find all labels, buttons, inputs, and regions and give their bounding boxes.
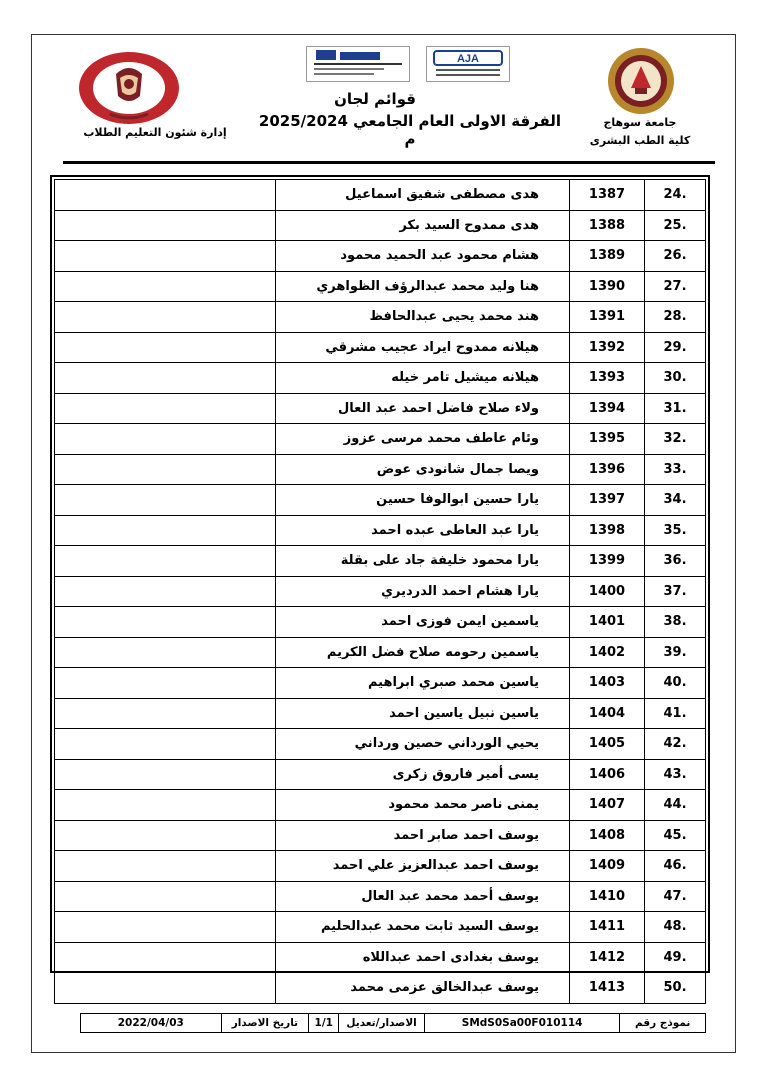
table-row: [55, 515, 706, 546]
table-row: [55, 729, 706, 760]
table-row: [55, 332, 706, 363]
table-row: [55, 576, 706, 607]
seat-number: 1395: [570, 424, 645, 455]
university-name: جامعة سوهاج: [603, 116, 677, 129]
students-table: [54, 179, 706, 1004]
student-name: ياسمين ايمن فوزى احمد: [276, 607, 570, 638]
table-row: [55, 637, 706, 668]
notes-cell: [55, 332, 276, 363]
cert2-text: AJA: [456, 53, 480, 65]
table-row: [55, 790, 706, 821]
row-index: 30.: [645, 363, 706, 394]
table-row: [55, 881, 706, 912]
row-index: 41.: [645, 698, 706, 729]
row-index: 27.: [645, 271, 706, 302]
notes-cell: [55, 485, 276, 516]
row-index: 43.: [645, 759, 706, 790]
student-name: ولاء صلاح فاضل احمد عبد العال: [276, 393, 570, 424]
student-name: يوسف أحمد محمد عبد العال: [276, 881, 570, 912]
seat-number: 1405: [570, 729, 645, 760]
seat-number: 1412: [570, 942, 645, 973]
notes-cell: [55, 180, 276, 211]
student-name: يوسف احمد عبدالعزيز علي احمد: [276, 851, 570, 882]
row-index: 29.: [645, 332, 706, 363]
seat-number: 1401: [570, 607, 645, 638]
university-logo: [606, 46, 676, 116]
student-name: ويصا جمال شانودى عوض: [276, 454, 570, 485]
student-name: هدى مصطفى شفيق اسماعيل: [276, 180, 570, 211]
accreditation-logo: [306, 46, 410, 82]
table-row: [55, 393, 706, 424]
seat-number: 1411: [570, 912, 645, 943]
table-row: [55, 180, 706, 211]
seat-number: 1387: [570, 180, 645, 211]
seat-number: 1398: [570, 515, 645, 546]
seat-number: 1410: [570, 881, 645, 912]
row-index: 40.: [645, 668, 706, 699]
seat-number: 1406: [570, 759, 645, 790]
table-row: [55, 607, 706, 638]
seat-number: 1389: [570, 241, 645, 272]
student-name: وئام عاطف محمد مرسى عزوز: [276, 424, 570, 455]
notes-cell: [55, 668, 276, 699]
notes-cell: [55, 302, 276, 333]
seat-number: 1392: [570, 332, 645, 363]
faculty-name: كلية الطب البشرى: [589, 134, 691, 147]
student-name: ياسين نبيل ياسين احمد: [276, 698, 570, 729]
notes-cell: [55, 759, 276, 790]
row-index: 24.: [645, 180, 706, 211]
doc-subtitle: الفرقة الاولى العام الجامعي 2025/2024 م: [258, 112, 562, 148]
seat-number: 1400: [570, 576, 645, 607]
student-name: ياسين محمد صبري ابراهيم: [276, 668, 570, 699]
row-index: 34.: [645, 485, 706, 516]
seat-number: 1394: [570, 393, 645, 424]
row-index: 49.: [645, 942, 706, 973]
seat-number: 1408: [570, 820, 645, 851]
notes-cell: [55, 820, 276, 851]
table-row: [55, 759, 706, 790]
notes-cell: [55, 424, 276, 455]
notes-cell: [55, 271, 276, 302]
notes-cell: [55, 393, 276, 424]
student-name: هنا وليد محمد عبدالرؤف الظواهري: [276, 271, 570, 302]
student-name: هدى ممدوح السيد بكر: [276, 210, 570, 241]
table-row: [55, 973, 706, 1004]
seat-number: 1390: [570, 271, 645, 302]
table-row: [55, 698, 706, 729]
row-index: 48.: [645, 912, 706, 943]
student-name: هيلانه ميشيل تامر خيله: [276, 363, 570, 394]
students-table-body: [55, 180, 706, 1004]
seat-number: 1413: [570, 973, 645, 1004]
row-index: 32.: [645, 424, 706, 455]
seat-number: 1399: [570, 546, 645, 577]
doc-title: قوائم لجان: [334, 90, 416, 108]
table-row: [55, 302, 706, 333]
header-divider: [63, 161, 715, 164]
row-index: 36.: [645, 546, 706, 577]
seat-number: 1409: [570, 851, 645, 882]
notes-cell: [55, 607, 276, 638]
notes-cell: [55, 241, 276, 272]
table-row: [55, 363, 706, 394]
student-name: يارا عبد العاطى عبده احمد: [276, 515, 570, 546]
notes-cell: [55, 729, 276, 760]
row-index: 39.: [645, 637, 706, 668]
seat-number: 1391: [570, 302, 645, 333]
notes-cell: [55, 454, 276, 485]
seat-number: 1397: [570, 485, 645, 516]
notes-cell: [55, 790, 276, 821]
student-name: يارا هشام احمد الدرديري: [276, 576, 570, 607]
student-name: ياسمين رحومه صلاح فضل الكريم: [276, 637, 570, 668]
student-name: يارا حسين ابوالوفا حسين: [276, 485, 570, 516]
seat-number: 1403: [570, 668, 645, 699]
row-index: 45.: [645, 820, 706, 851]
student-name: يحيي الورداني حصين ورداني: [276, 729, 570, 760]
form-no-label: نموذج رقم: [619, 1014, 705, 1032]
row-index: 42.: [645, 729, 706, 760]
notes-cell: [55, 698, 276, 729]
row-index: 46.: [645, 851, 706, 882]
table-row: [55, 668, 706, 699]
table-row: [55, 210, 706, 241]
table-row: [55, 942, 706, 973]
admin-department: إدارة شئون التعليم الطلاب: [83, 126, 227, 139]
issue-date: 2022/04/03: [117, 1017, 184, 1029]
notes-cell: [55, 912, 276, 943]
student-name: هيلانه ممدوح ايراد عجيب مشرقي: [276, 332, 570, 363]
seat-number: 1396: [570, 454, 645, 485]
student-name: يوسف عبدالخالق عزمى محمد: [276, 973, 570, 1004]
edition-value: 1/1: [308, 1014, 338, 1032]
notes-cell: [55, 546, 276, 577]
student-name: هند محمد يحيى عبدالحافظ: [276, 302, 570, 333]
student-name: يسى أمير فاروق زكرى: [276, 759, 570, 790]
seat-number: 1402: [570, 637, 645, 668]
notes-cell: [55, 363, 276, 394]
student-name: يوسف احمد صابر احمد: [276, 820, 570, 851]
iso-logo: [426, 46, 510, 82]
issue-date-label: تاريخ الاصدار: [221, 1014, 309, 1032]
row-index: 35.: [645, 515, 706, 546]
form-footer: [80, 1013, 706, 1033]
notes-cell: [55, 515, 276, 546]
row-index: 33.: [645, 454, 706, 485]
row-index: 25.: [645, 210, 706, 241]
notes-cell: [55, 637, 276, 668]
notes-cell: [55, 881, 276, 912]
student-name: يوسف بغدادى احمد عبداللاه: [276, 942, 570, 973]
seat-number: 1393: [570, 363, 645, 394]
student-name: يوسف السيد ثابت محمد عبدالحليم: [276, 912, 570, 943]
notes-cell: [55, 851, 276, 882]
table-row: [55, 820, 706, 851]
row-index: 44.: [645, 790, 706, 821]
certification-logos: [306, 46, 510, 84]
table-row: [55, 424, 706, 455]
form-no: SMdS0Sa00F010114: [424, 1014, 619, 1032]
faculty-logo: [70, 44, 188, 128]
seat-number: 1404: [570, 698, 645, 729]
student-name: هشام محمود عبد الحميد محمود: [276, 241, 570, 272]
row-index: 47.: [645, 881, 706, 912]
row-index: 28.: [645, 302, 706, 333]
table-row: [55, 485, 706, 516]
notes-cell: [55, 210, 276, 241]
notes-cell: [55, 576, 276, 607]
row-index: 50.: [645, 973, 706, 1004]
table-row: [55, 912, 706, 943]
notes-cell: [55, 942, 276, 973]
table-row: [55, 546, 706, 577]
seat-number: 1407: [570, 790, 645, 821]
notes-cell: [55, 973, 276, 1004]
student-name: يمنى ناصر محمد محمود: [276, 790, 570, 821]
table-row: [55, 241, 706, 272]
edition-label: الاصدار/تعديل: [338, 1014, 424, 1032]
students-table-frame: [50, 175, 710, 996]
row-index: 37.: [645, 576, 706, 607]
seat-number: 1388: [570, 210, 645, 241]
row-index: 31.: [645, 393, 706, 424]
table-row: [55, 851, 706, 882]
row-index: 38.: [645, 607, 706, 638]
table-row: [55, 271, 706, 302]
table-row: [55, 454, 706, 485]
student-name: يارا محمود خليفة جاد على بقلة: [276, 546, 570, 577]
row-index: 26.: [645, 241, 706, 272]
